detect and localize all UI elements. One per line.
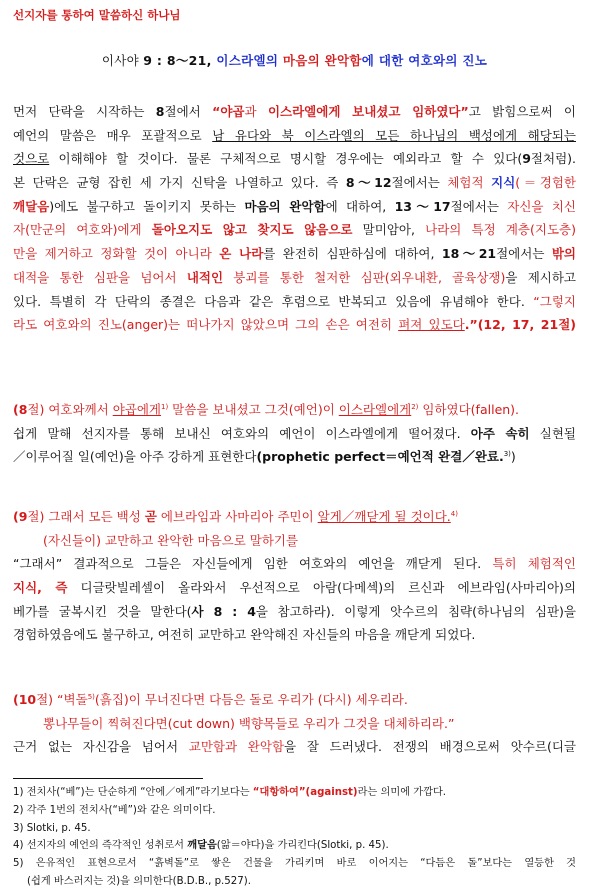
text-run: 에 대하여, [325,198,395,214]
running-header: 선지자를 통하여 말씀하신 하나님 [13,8,181,22]
title-part-3: 에 대한 여호와의 진노 [361,53,488,68]
footnote-5 [13,855,576,873]
text-run: 깨달음 [13,198,50,214]
verse-line: 뽕나무들이 찍혀진다면(cut down) 백향목들로 우리가 그것을 대체하리라.” [43,715,455,731]
text-line [13,445,576,469]
paragraph-verse-8 [13,398,576,469]
text-run: 깨달음 [187,840,217,852]
text-line [13,218,576,242]
text-run: 이스라엘 [267,104,317,119]
text-line [13,147,576,171]
text-line [13,422,576,446]
paragraph-verse-9 [13,505,576,647]
text-run: 자신을 치신 [507,198,576,214]
paragraph-verse-10 [13,688,576,759]
text-run: 절에서는 [450,198,508,214]
text-run: ) [510,449,516,465]
text-run: 절) 여호와께서 [27,402,113,417]
text-run: 지식, 즉 [13,580,68,596]
text-run: (지도층) [530,222,576,238]
text-line [13,242,576,266]
text-run: 아주 속히 [470,425,530,441]
text-run: 대적을 통한 심판을 넘어서 [13,269,187,285]
text-run: 야곱에게 [112,402,162,417]
text-run: “대항하여”(against) [252,787,358,798]
title-ref-num: 9 : 8～21 [143,53,207,68]
text-run: 절) [36,692,58,707]
text-run: 온 나라 [219,246,264,262]
text-run: (10 [13,692,37,707]
text-run: 본 단락은 균형 잡힌 세 가지 신탁을 나열하고 있다. 즉 [13,175,346,191]
text-run: .”(12, 17, 21절) [464,317,576,333]
text-run: 절에서는 [496,246,552,262]
text-run: 절처럼). [530,151,576,167]
footnote-1 [13,784,576,802]
text-line [13,290,576,314]
text-run: (쉽게 바스러지는 것)을 의미한다(B.D.B., p.527). [27,875,251,887]
text-run: 5) 은유적인 표현으로서 “흙벽돌”로 쌓은 건물을 가리키며 바로 이어지는 “다듬은 돌”보다는 열등한 것 [13,858,576,870]
text-run: 나라의 특정 계층 [425,222,530,238]
paragraph-intro [13,100,576,337]
text-line: 경험하였음에도 불구하고, 여전히 교만하고 완악해진 자신들의 마음을 깨닫게 되었다. [13,627,476,643]
text-line [13,600,576,624]
footnote-divider [13,778,203,779]
text-run: 2) [411,402,419,411]
text-run: 고 밝힘으로써 이 [468,104,576,119]
text-run: “벽돌 [57,692,88,707]
text-run: 절에서 [164,104,213,119]
text-run: 마음의 완악함 [244,198,326,214]
text-run: (8 [13,402,28,417]
text-run: 을 참고하라). 이렇게 앗수르의 침략(하나님의 심판)을 [255,603,576,619]
text-run: 에게 보내셨고 임하였다” [316,104,469,119]
text-run: 있다. 특별히 각 단락의 종결은 다음과 같은 후렴으로 반복되고 있음에 유념해야 한다. [13,293,534,309]
text-line [13,100,576,124]
text-run: 심판(외우내환, 골육상쟁) [360,269,506,285]
text-run: “야곱 [212,104,245,119]
text-line [13,576,576,600]
text-run: 4) [450,509,458,518]
text-run: 내적인 [186,269,224,285]
text-run: 자 [13,222,26,238]
text-run: 절에서는 [391,175,448,191]
verse-line [13,688,576,712]
verse-line [13,505,576,529]
text-run: 만을 제거하고 정화할 것이 아니라 [13,246,220,262]
text-run: 이해해야 할 것이다. 물론 구체적으로 명시할 경우에는 예외라고 할 수 있다( [49,151,523,167]
text-run: 13～17 [394,198,451,214]
text-run: 베가를 굴복시킨 것을 말한다( [13,603,192,619]
text-run: 남 유다와 북 이스라엘의 모든 하나님의 백성에게 해당되는 [212,127,576,143]
text-run: 절) 그래서 모든 백성 [27,509,145,524]
text-run: 특히 체험적인 [492,556,576,572]
text-run: 8～12 [345,175,392,191]
text-run: 붕괴를 통한 철저한 [223,269,361,285]
text-run: 곧 [144,509,157,524]
text-run: 4) 선지자의 예언의 즉각적인 성취로서 [13,840,188,852]
text-run: (prophetic perfect＝예언적 완결／완료. [256,449,504,465]
text-run: (만군의 여호와)에게 [25,222,152,238]
text-run: 말미암아, [352,222,426,238]
text-run: 지식 [491,175,516,191]
text-line [13,195,576,219]
text-run: 5) [87,692,95,701]
text-run: )에도 불구하고 돌이키지 못하는 [49,198,245,214]
text-run: 교만함과 완악함 [188,739,285,755]
text-line [13,124,576,148]
text-line [13,171,576,195]
text-run: 실현될 [529,425,576,441]
text-run: (앎＝야다)을 가리킨다(Slotki, p. 45). [216,840,389,852]
title-part-2: 마음의 완악함 [282,53,362,68]
text-run: 체험적 [447,175,492,191]
text-run: 쉽게 말해 선지자를 통해 보내신 여호와의 예언이 이스라엘에게 떨어졌다. [13,425,471,441]
text-run: 예언의 말씀은 매우 포괄적으로 [13,127,213,143]
text-run: 3) [503,450,511,459]
title-part-1: 이스라엘의 [216,53,283,68]
text-run: 2) 각주 1번의 전치사(“베”)와 같은 의미이다. [13,804,216,816]
footnote-2 [13,802,576,820]
text-run: 펴져 있도다 [398,317,465,333]
footnote-4 [13,837,576,855]
text-run: 1) [161,402,169,411]
section-title [0,51,589,69]
text-run: 9 [522,151,531,167]
text-line [13,552,576,576]
text-run: 라도 여호와의 진노(anger)는 떠나가지 않았으며 그의 손은 여전히 [13,317,399,333]
text-run: 임하였다(fallen). [418,402,520,417]
text-run: 먼저 단락을 시작하는 [13,104,156,119]
text-run: 에브라임과 사마리아 주민이 [156,509,318,524]
text-run: “그렇지 [533,293,576,309]
text-run: ／이루어질 일(예언)을 아주 강하게 표현한다 [13,449,257,465]
text-line [13,313,576,337]
text-run: 1) 전치사(“베”)는 단순하게 “안에／에게”라기보다는 [13,787,253,798]
verse-line [13,398,576,422]
text-run: 을 잘 드러냈다. 전쟁의 배경으로써 앗수르(디글 [284,739,576,755]
text-run: 이스라엘에게 [338,402,412,417]
text-run: (9 [13,509,28,524]
text-run: 를 완전히 심판하심에 대하여, [263,246,442,262]
footnote-3 [13,820,576,838]
text-run: “그래서” 결과적으로 그들은 자신들에게 임한 여호와의 예언을 깨닫게 된다. [13,556,493,572]
title-ref: 이사야 [101,53,144,68]
text-run: 을 제시하고 [505,269,576,285]
text-run: (＝경험한 [515,175,576,191]
text-run: 돌아오지도 않고 찾지도 않음으로 [151,222,353,238]
footnotes [13,784,576,891]
text-run: 사 8 : 4 [191,603,256,619]
text-line [13,266,576,290]
text-run: 3) Slotki, p. 45. [13,822,91,834]
text-run: 18～21 [441,246,497,262]
text-line [13,735,576,759]
verse-line: (자신들이) 교만하고 완악한 마음으로 말하기를 [43,532,299,548]
text-run: 근거 없는 자신감을 넘어서 [13,739,189,755]
text-run: 디글랏빌레셀이 올라와서 우선적으로 아람(다메섹)의 르신과 에브라임(사마리아)의 [67,580,576,596]
text-run: 과 [244,104,268,119]
text-run: (흙집)이 무너진다면 다듬은 돌로 우리가 (다시) 세우리라. [94,692,408,707]
text-run: 알게／깨닫게 될 것이다. [317,509,451,524]
text-run: 것으로 [13,151,50,167]
text-run: 라는 의미에 가깝다. [357,787,447,798]
text-run: 말씀을 보내셨고 그것(예언)이 [168,402,339,417]
text-run: 8 [155,104,165,119]
text-run: 밖의 [551,246,576,262]
title-sep: , [206,53,217,68]
